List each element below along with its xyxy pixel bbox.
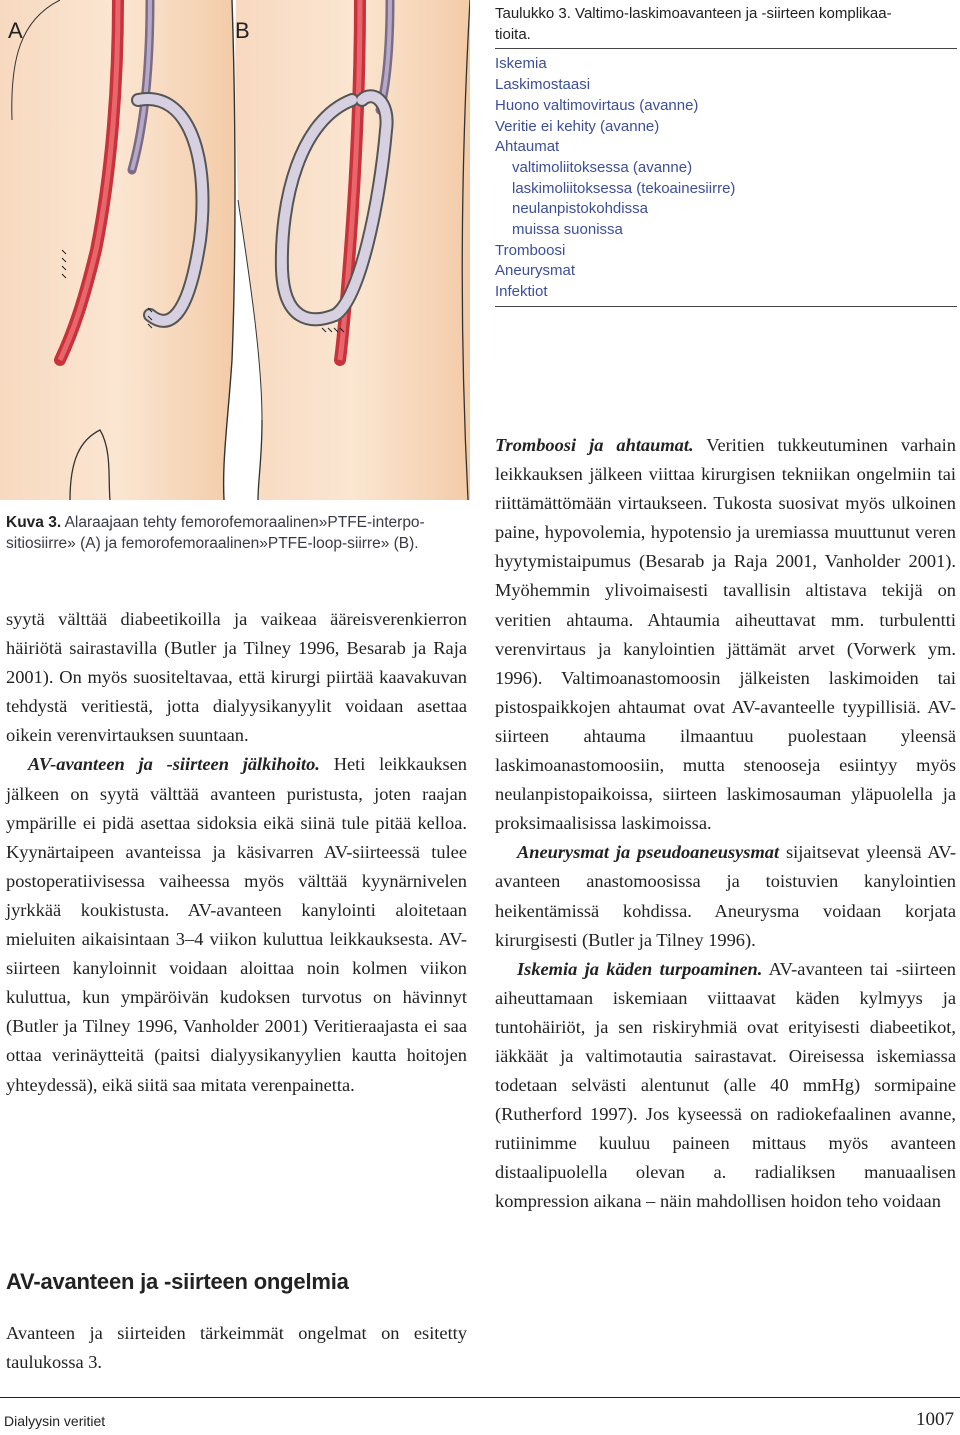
table-list-item: Iskemia	[495, 55, 547, 73]
caption-label: Kuva 3.	[6, 514, 62, 531]
run-in-heading: Iskemia ja käden turpoaminen.	[517, 958, 763, 979]
figure-label-a: A	[8, 18, 23, 43]
thigh-graft-illustration	[0, 0, 470, 500]
figure-label-b: B	[235, 18, 250, 43]
run-in-heading: AV-avanteen ja -siirteen jälkihoito.	[28, 754, 320, 775]
run-in-heading: Tromboosi ja ahtaumat.	[495, 435, 694, 455]
table-title-line1: Taulukko 3. Valtimo-laskimoavanteen ja -siirteen komplikaa-	[495, 5, 892, 22]
table-list	[495, 52, 957, 302]
body-paragraph	[495, 838, 956, 954]
table-title	[495, 4, 957, 45]
figure	[0, 0, 470, 500]
table-top-rule	[495, 48, 957, 49]
caption-text-line1: Alaraajaan tehty femorofemoraalinen»PTFE-interpo-	[61, 514, 425, 531]
table-list-item: Huono valtimovirtaus (avanne)	[495, 96, 699, 114]
body-paragraph	[495, 431, 956, 838]
body-paragraph	[6, 750, 467, 1099]
running-footer: Dialyysin veritiet	[4, 1413, 106, 1429]
paragraph-text: Heti leikkauksen jälkeen on syytä välttää avanteen puristusta, joten raajan ympärille ei pidä asettaa sidoksia eikä siinä tule pitää kelloa. Kyynärtaipeen avanteissa ja käsivarren AV-siirteessä tulee postoperatiivisessa vaiheessa myös välttää kyynärnivelen jyrkkää koukistusta. AV-avanteen kanylointi aloitetaan mieluiten aikaisintaan 3–4 viikon kuluttua leikkauksesta. AV-siirteen kanyloinnit voidaan aloittaa noin kolmen viikon kuluttua, kun ympäröivän kudoksen turvotus on hävinnyt (Butler ja Tilney 1996, Vanholder 2001) Veritieraajasta ei saa ottaa verinäytteitä (paitsi dialyysikanyylien kautta hoitojen yhteydessä), eikä siitä saa mitata verenpainetta.	[6, 754, 468, 1095]
complications-table	[495, 4, 957, 310]
run-in-heading: Aneurysmat ja pseudoaneusysmat	[517, 842, 780, 863]
table-list-item: Veritie ei kehity (avanne)	[495, 117, 660, 135]
paragraph-text: sijaitsevat yleensä AV-avanteen anastomoosissa ja toistuvien kanylointien heikentämissä kohdissa. Aneurysma voidaan korjata kirurgisesti (Butler ja Tilney 1996).	[495, 842, 956, 950]
table-list-item: neulanpistokohdissa	[512, 200, 648, 218]
table-title-line2: tioita.	[495, 25, 531, 43]
paragraph-text: Veritien tukkeutuminen varhain leikkauksen jälkeen viittaa kirurgisen tekniikan ongelmiin tai riittämättömään virtaukseen. Tukosta suosivat myös ulkoinen paine, hypovolemia, hypotensio ja uremiassa muuttunut veren hyytymistaipumus (Besarab ja Raja 2001, Vanholder 2001). Myöhemmin ylivoimaisesti tavallisin altistava tekijä on veritien ahtauma. Ahtaumia aiheuttavat mm. turbulentti verenvirtaus ja kanylointien jättämät arvet (Vorwerk ym. 1996). Valtimoanastomoosin jälkeisten laskimoiden tai pistospaikkojen ahtaumat ovat AV-avanteelle tyypillisiä. AV-siirteen ahtauma ilmaantuu puolestaan yleensä laskimoanastomoosiin, mutta stenooseja esiintyy myös neulanpistopaikoissa, siirteen laskimosauman yläpuolella ja proksimaalisissa laskimoissa.	[495, 435, 956, 834]
body-paragraph: syytä välttää diabeetikoilla ja vaikeaa ääreisverenkierron häiriötä sairastavilla (Butler ja Tilney 1996, Besarab ja Raja 2001). On myös suositeltavaa, että kirurgi piirtää kaavakuvan tehdystä veritiestä, jotta dialyysikanyylit voidaan asettaa oikein verenvirtauksen suuntaan.	[6, 609, 467, 746]
table-list-item: Aneurysmat	[495, 262, 576, 280]
section-heading: AV-avanteen ja -siirteen ongelmia	[6, 1269, 349, 1294]
table-list-item: Tromboosi	[495, 241, 566, 259]
left-column	[6, 605, 467, 1100]
right-column	[495, 431, 956, 1217]
caption-text-line2: sitiosiirre» (A) ja femorofemoraalinen»PTFE-loop-siirre» (B).	[6, 535, 419, 552]
table-list-item: Laskimostaasi	[495, 76, 591, 94]
table-bottom-rule	[495, 306, 957, 307]
table-list-item: muissa suonissa	[512, 221, 623, 239]
table-list-item: laskimoliitoksessa (tekoainesiirre)	[512, 179, 736, 197]
section-paragraph: Avanteen ja siirteiden tärkeimmät ongelmat on esitetty taulukossa 3.	[6, 1323, 467, 1373]
body-paragraph	[495, 955, 956, 1217]
figure-caption	[6, 512, 476, 554]
table-list-item: Infektiot	[495, 283, 548, 301]
table-list-item: valtimoliitoksessa (avanne)	[512, 158, 693, 176]
footer-rule	[0, 1397, 960, 1398]
page-number: 1007	[916, 1409, 954, 1430]
table-list-item: Ahtaumat	[495, 138, 560, 156]
paragraph-text: AV-avanteen tai -siirteen aiheuttamaan iskemiaan viittaavat käden kylmyys ja tuntohäiriöt, ja sen riskiryhmiä ovat erityisesti diabeetikot, iäkkäät ja valtimotautia sairastavat. Oireisessa iskemiassa todetaan selvästi alentunut (alle 40 mmHg) sormipaine (Rutherford 1997). Jos kyseessä on radiokefaalinen avanne, rutiinimme kuuluu paineen mittaus myös avanteen distaalipuolella olevan a. radialiksen manuaalisen kompression aikana – näin mahdollisen hoidon teho voidaan	[495, 958, 956, 1212]
